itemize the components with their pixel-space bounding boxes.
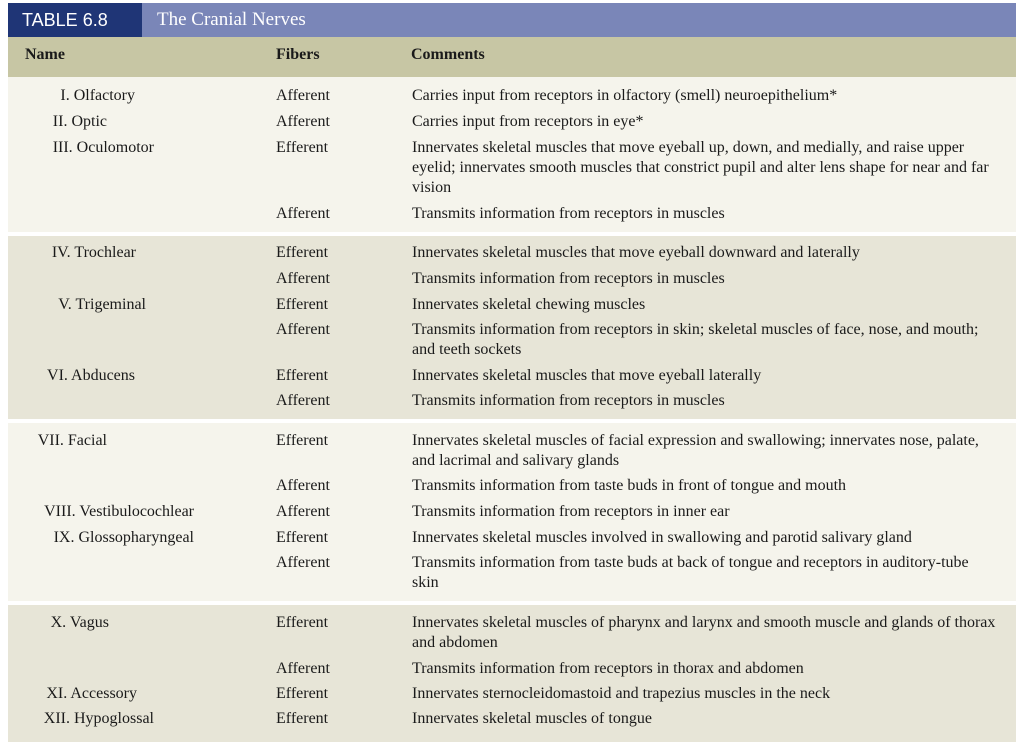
row-13-name: IX. Glossopharyngeal <box>53 529 194 546</box>
row-15-comment: Innervates skeletal muscles of pharynx and larynx and smooth muscle and glands of thorax and abdomen <box>412 614 996 651</box>
row-9-comment: Transmits information from receptors in muscles <box>412 392 725 409</box>
table-title: The Cranial Nerves <box>157 9 306 30</box>
row-1-fiber: Afferent <box>276 113 330 130</box>
row-15-fiber: Efferent <box>276 614 329 631</box>
table-number-label: TABLE 6.8 <box>8 3 142 37</box>
row-11-comment: Transmits information from taste buds in front of tongue and mouth <box>412 477 847 494</box>
row-8-fiber: Efferent <box>276 367 329 384</box>
row-10-fiber: Efferent <box>276 432 329 449</box>
row-8-comment: Innervates skeletal muscles that move eyeball laterally <box>412 367 762 384</box>
row-13-comment: Innervates skeletal muscles involved in swallowing and parotid salivary gland <box>412 529 912 546</box>
row-14-fiber: Afferent <box>276 554 330 571</box>
header-name: Name <box>25 46 65 63</box>
row-2-name: III. Oculomotor <box>52 139 154 156</box>
row-10-comment: Innervates skeletal muscles of facial expression and swallowing; innervates nose, palate, and lacrimal and salivary glands <box>412 432 979 469</box>
row-0-fiber: Afferent <box>276 87 330 104</box>
table-header-row <box>8 37 1016 77</box>
row-10-name: VII. Facial <box>37 432 107 449</box>
row-18-fiber: Efferent <box>276 710 329 727</box>
header-comments: Comments <box>411 46 485 63</box>
row-6-fiber: Efferent <box>276 296 329 313</box>
row-2-comment: Innervates skeletal muscles that move eyeball up, down, and medially, and raise upper eyelid; innervates smooth muscles that constrict pupil and alter lens shape for near and far vision <box>412 139 989 196</box>
row-6-name: V. Trigeminal <box>58 296 146 313</box>
row-4-fiber: Efferent <box>276 244 329 261</box>
row-4-comment: Innervates skeletal muscles that move eyeball downward and laterally <box>412 244 860 261</box>
row-14-comment: Transmits information from taste buds at back of tongue and receptors in auditory-tube skin <box>412 554 969 591</box>
row-0-name: I. Olfactory <box>60 87 135 104</box>
row-2-fiber: Efferent <box>276 139 329 156</box>
row-8-name: VI. Abducens <box>47 367 135 384</box>
row-17-fiber: Efferent <box>276 685 329 702</box>
row-17-name: XI. Accessory <box>46 685 137 702</box>
row-1-name: II. Optic <box>52 113 107 130</box>
row-16-comment: Transmits information from receptors in thorax and abdomen <box>412 660 804 677</box>
row-7-fiber: Afferent <box>276 321 330 338</box>
row-4-name: IV. Trochlear <box>51 244 136 261</box>
row-11-fiber: Afferent <box>276 477 330 494</box>
row-13-fiber: Efferent <box>276 529 329 546</box>
row-12-comment: Transmits information from receptors in inner ear <box>412 503 730 520</box>
row-3-fiber: Afferent <box>276 205 330 222</box>
row-3-comment: Transmits information from receptors in muscles <box>412 205 725 222</box>
row-0-comment: Carries input from receptors in olfactory (smell) neuroepithelium* <box>412 87 838 104</box>
row-12-fiber: Afferent <box>276 503 330 520</box>
row-1-comment: Carries input from receptors in eye* <box>412 113 644 130</box>
header-fibers: Fibers <box>276 46 320 63</box>
row-6-comment: Innervates skeletal chewing muscles <box>412 296 646 313</box>
row-9-fiber: Afferent <box>276 392 330 409</box>
row-12-name: VIII. Vestibulocochlear <box>44 503 194 520</box>
row-7-comment: Transmits information from receptors in skin; skeletal muscles of face, nose, and mouth; and teeth sockets <box>412 321 979 358</box>
row-18-name: XII. Hypoglossal <box>43 710 154 727</box>
row-15-name: X. Vagus <box>50 614 109 631</box>
row-17-comment: Innervates sternocleidomastoid and trapezius muscles in the neck <box>412 685 831 702</box>
row-5-comment: Transmits information from receptors in muscles <box>412 270 725 287</box>
row-16-fiber: Afferent <box>276 660 330 677</box>
row-5-fiber: Afferent <box>276 270 330 287</box>
row-18-comment: Innervates skeletal muscles of tongue <box>412 710 652 727</box>
